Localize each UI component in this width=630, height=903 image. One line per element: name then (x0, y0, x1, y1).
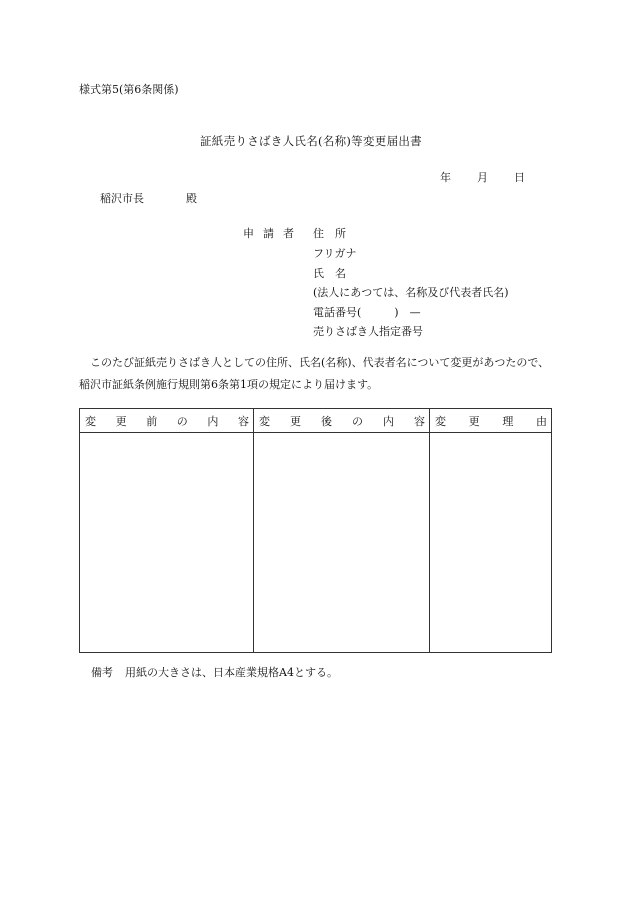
form-number: 様式第5(第6条関係) (79, 83, 179, 96)
remarks (91, 664, 338, 680)
corporate-note: (法人にあつては、名称及び代表者氏名) (313, 286, 509, 299)
header-change-reason: 変 更 理 由 (430, 409, 552, 433)
date-day-label: 日 (514, 171, 525, 184)
table-body-row (80, 433, 552, 653)
seller-id-label: 売りさばき人指定番号 (313, 325, 423, 338)
table-header-row (80, 409, 552, 433)
date-year-label: 年 (440, 171, 451, 184)
recipient (100, 190, 197, 206)
phone-label: 電話番号( ) — (313, 306, 421, 319)
after-content-cell[interactable] (254, 433, 430, 653)
change-reason-cell[interactable] (430, 433, 552, 653)
date-month-label: 月 (477, 171, 488, 184)
before-content-cell[interactable] (80, 433, 254, 653)
remarks-text: 用紙の大きさは、日本産業規格A4とする。 (125, 666, 338, 679)
date-line (440, 169, 525, 185)
change-table (79, 408, 552, 653)
recipient-name: 稲沢市長 (100, 192, 144, 205)
remarks-label: 備考 (91, 666, 113, 679)
body-text: このたび証紙売りさばき人としての住所、氏名(名称)、代表者名について変更があつたので、稲沢市証紙条例施行規則第6条第1項の規定により届けます。 (79, 356, 550, 391)
header-before-content: 変 更 前 の 内 容 (80, 409, 254, 433)
recipient-honorific: 殿 (186, 192, 197, 205)
header-after-content: 変 更 後 の 内 容 (254, 409, 430, 433)
address-label: 住 所 (313, 227, 346, 240)
applicant-label: 申請者 (243, 227, 303, 240)
document-title: 証紙売りさばき人氏名(名称)等変更届出書 (200, 134, 422, 148)
name-label: 氏 名 (313, 267, 346, 280)
furigana-label: フリガナ (313, 247, 357, 260)
